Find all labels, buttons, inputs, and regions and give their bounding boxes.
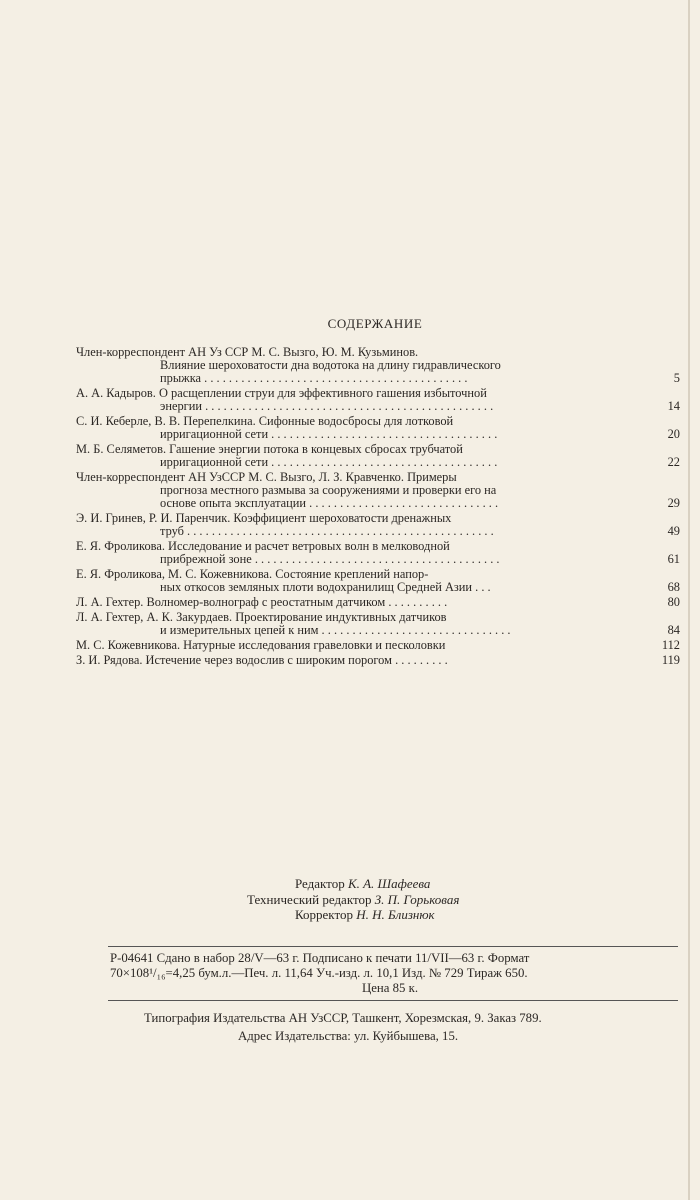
credits-corrector	[295, 907, 435, 922]
corrector-role: Корректор	[295, 907, 353, 922]
toc-entry[interactable]	[76, 471, 680, 510]
toc-entry-line: Член-корреспондент АН Уз ССР М. С. Вызго, Ю. М. Кузьминов.	[76, 345, 419, 359]
toc-entry[interactable]	[76, 387, 680, 413]
credits-tech-editor	[247, 892, 459, 907]
credits-editor	[295, 876, 430, 891]
toc-entry-line: С. И. Кеберле, В. В. Перепелкина. Сифонные водосбросы для лотковой	[76, 414, 454, 428]
toc-entry[interactable]	[76, 415, 680, 441]
toc-entry[interactable]	[76, 346, 680, 385]
toc-entry-line: Е. Я. Фроликова, М. С. Кожевникова. Состояние креплений напор-	[76, 567, 429, 581]
toc-page-number: 112	[661, 638, 680, 652]
toc-page-number: 14	[667, 399, 680, 413]
toc-title: СОДЕРЖАНИЕ	[327, 316, 423, 331]
imprint-line: 70×108¹/₁₆=4,25 бум.л.—Печ. л. 11,64 Уч.-изд. л. 10,1 Изд. № 729 Тираж 650.	[110, 966, 528, 980]
toc-entry[interactable]	[76, 596, 680, 609]
editor-name: К. А. Шафеева	[347, 876, 431, 891]
toc-page-number: 84	[667, 623, 680, 637]
printer-block	[144, 1009, 542, 1045]
toc-page-number: 49	[667, 524, 680, 538]
toc-entry-line: Влияние шероховатости дна водотока на длину гидравлического	[160, 358, 501, 372]
publisher-address: Адрес Издательства: ул. Куйбышева, 15.	[238, 1029, 459, 1043]
toc-entry-line: прибрежной зоне . . . . . . . . . . . . . . . . . . . . . . . . . . . . . . . . . . . . . . . .	[160, 553, 500, 566]
toc-entry[interactable]	[76, 540, 680, 566]
toc-entry[interactable]	[76, 639, 680, 652]
imprint-block	[110, 951, 670, 996]
toc-page-number: 68	[667, 580, 680, 594]
toc-entry[interactable]	[76, 611, 680, 637]
toc-entry[interactable]	[76, 443, 680, 469]
editor-role: Редактор	[295, 876, 345, 891]
toc-entry[interactable]	[76, 512, 680, 538]
toc-entry-line: А. А. Кадыров. О расщеплении струи для эффективного гашения избыточной	[76, 386, 487, 400]
toc-entry[interactable]	[76, 568, 680, 594]
corrector-name: Н. Н. Близнюк	[356, 907, 435, 922]
toc-entry-line: ирригационной сети . . . . . . . . . . . . . . . . . . . . . . . . . . . . . . . . . . . . .	[160, 456, 498, 469]
toc-entry-line: М. С. Кожевникова. Натурные исследования гравеловки и песколовки	[76, 638, 446, 652]
printer-line: Типография Издательства АН УзССР, Ташкент, Хорезмская, 9. Заказ 789.	[144, 1011, 542, 1025]
toc-entry-line: ных откосов земляных плоти водохранилищ Средней Азии . . .	[160, 581, 491, 594]
toc-page-number: 29	[667, 496, 680, 510]
toc-entry-line: Член-корреспондент АН УзССР М. С. Вызго, Л. З. Кравченко. Примеры	[76, 470, 457, 484]
toc-entry-line: и измерительных цепей к ним . . . . . . . . . . . . . . . . . . . . . . . . . . . . . . .	[160, 624, 511, 637]
toc-entry-line: прыжка . . . . . . . . . . . . . . . . . . . . . . . . . . . . . . . . . . . . . . . . . . .	[160, 372, 468, 385]
tech-editor-name: З. П. Горьковая	[374, 892, 460, 907]
tech-editor-role: Технический редактор	[247, 892, 372, 907]
toc-entry-line: прогноза местного размыва за сооружениями и проверки его на	[160, 483, 497, 497]
toc-page-number: 80	[667, 595, 680, 609]
toc-page-number: 5	[673, 371, 680, 385]
page-edge-shadow	[688, 0, 690, 1200]
toc-entry-line: Э. И. Гринев, Р. И. Паренчик. Коэффициент шероховатости дренажных	[76, 511, 452, 525]
toc-entry[interactable]	[76, 654, 680, 667]
toc-page-number: 22	[667, 455, 680, 469]
toc-page-number: 20	[667, 427, 680, 441]
toc-entry-line: ирригационной сети . . . . . . . . . . . . . . . . . . . . . . . . . . . . . . . . . . . . .	[160, 428, 498, 441]
toc-entry-line: Е. Я. Фроликова. Исследование и расчет ветровых волн в мелководной	[76, 539, 450, 553]
toc-page-number: 61	[667, 552, 680, 566]
toc-entry-line: основе опыта эксплуатации . . . . . . . . . . . . . . . . . . . . . . . . . . . . . . .	[160, 497, 499, 510]
toc-entry-line: труб . . . . . . . . . . . . . . . . . . . . . . . . . . . . . . . . . . . . . . . . . . . . . . . . . .	[160, 525, 494, 538]
toc-entry-line: энергии . . . . . . . . . . . . . . . . . . . . . . . . . . . . . . . . . . . . . . . . . . . . . . .	[160, 400, 494, 413]
imprint-price: Цена 85 к.	[361, 981, 419, 995]
toc-entry-line: З. И. Рядова. Истечение через водослив с широким порогом . . . . . . . . .	[76, 654, 448, 667]
toc-entry-line: Л. А. Гехтер, А. К. Закурдаев. Проектирование индуктивных датчиков	[76, 610, 447, 624]
toc-entry-line: Л. А. Гехтер. Волномер-волнограф с реостатным датчиком . . . . . . . . . .	[76, 596, 448, 609]
toc-page-number: 119	[661, 653, 680, 667]
imprint-top-rule	[108, 946, 678, 947]
imprint-bottom-rule	[108, 1000, 678, 1001]
toc-entry-line: М. Б. Селяметов. Гашение энергии потока в концевых сбросах трубчатой	[76, 442, 463, 456]
imprint-line: Р-04641 Сдано в набор 28/V—63 г. Подписано к печати 11/VII—63 г. Формат	[110, 951, 530, 965]
table-of-contents	[76, 346, 680, 669]
